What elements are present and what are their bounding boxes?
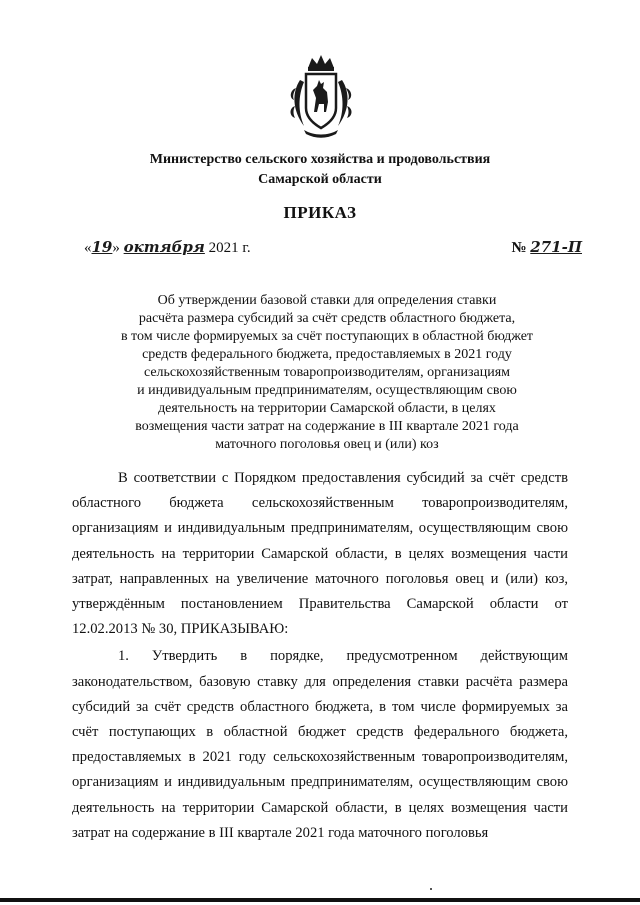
subject-line: в том числе формируемых за счёт поступающих в областной бюджет: [120, 329, 534, 344]
date-close-quote: »: [112, 240, 120, 256]
body-paragraph-item-1: 1. Утвердить в порядке, предусмотренном действующим законодательством, базовую ставку для определения ставки расчёта размера субсидий за счёт средств областного бюджета, в том числе формируемых за счёт поступающих в областной бюджет средств федерального бюджета, предоставляемых в 2021 году сельскохозяйственным товаропроизводителям, организациям и индивидуальным предпринимателям, осуществляющим свою деятельность на территории Самарской области, в целях возмещения части затрат на содержание в III квартале 2021 года маточного поголовья: [72, 648, 568, 841]
subject-line: возмещения части затрат на содержание в III квартале 2021 года: [135, 419, 519, 434]
samara-coat-of-arms-emblem: [286, 52, 356, 138]
date-open-quote: «: [84, 240, 92, 256]
date-month-handwritten: октября: [123, 238, 205, 256]
ministry-line-2: Самарской области: [258, 172, 382, 187]
date-year: 2021 г.: [208, 240, 251, 256]
order-body: [72, 466, 568, 846]
ministry-line-1: Министерство сельского хозяйства и продовольствия: [149, 152, 491, 167]
number-prefix: №: [511, 240, 527, 256]
subject-line: расчёта размера субсидий за счёт средств областного бюджета,: [138, 311, 516, 326]
subject-line: маточного поголовья овец и (или) коз: [215, 437, 439, 452]
subject-line: сельскохозяйственным товаропроизводителям, организациям: [143, 365, 511, 380]
date-day-handwritten: 19: [91, 238, 113, 256]
body-paragraph-preamble: В соответствии с Порядком предоставления субсидий за счёт средств областного бюджета сельскохозяйственным товаропроизводителям, организациям и индивидуальным предпринимателям, осуществляющим свою деятельность на территории Самарской области, в целях возмещения части затрат, направленных на увеличение маточного поголовья овец и (или) коз, утверждённым постановлением Правительства Самарской области от 12.02.2013 № 30, ПРИКАЗЫВАЮ:: [72, 470, 568, 638]
document-type-title: ПРИКАЗ: [283, 203, 357, 222]
order-date: [84, 238, 251, 257]
subject-line: деятельность на территории Самарской области, в целях: [158, 401, 496, 416]
ministry-name: [0, 150, 640, 190]
order-subject: [80, 292, 574, 454]
subject-line: Об утверждении базовой ставки для определения ставки: [157, 293, 497, 308]
subject-line: и индивидуальным предпринимателям, осуществляющим свою: [137, 383, 517, 398]
scan-speck: [430, 888, 432, 890]
subject-line: средств федерального бюджета, предоставляемых в 2021 году: [142, 347, 512, 362]
order-number: [511, 238, 582, 257]
number-value-handwritten: 271-П: [530, 238, 582, 256]
scan-bottom-edge: [0, 898, 640, 902]
